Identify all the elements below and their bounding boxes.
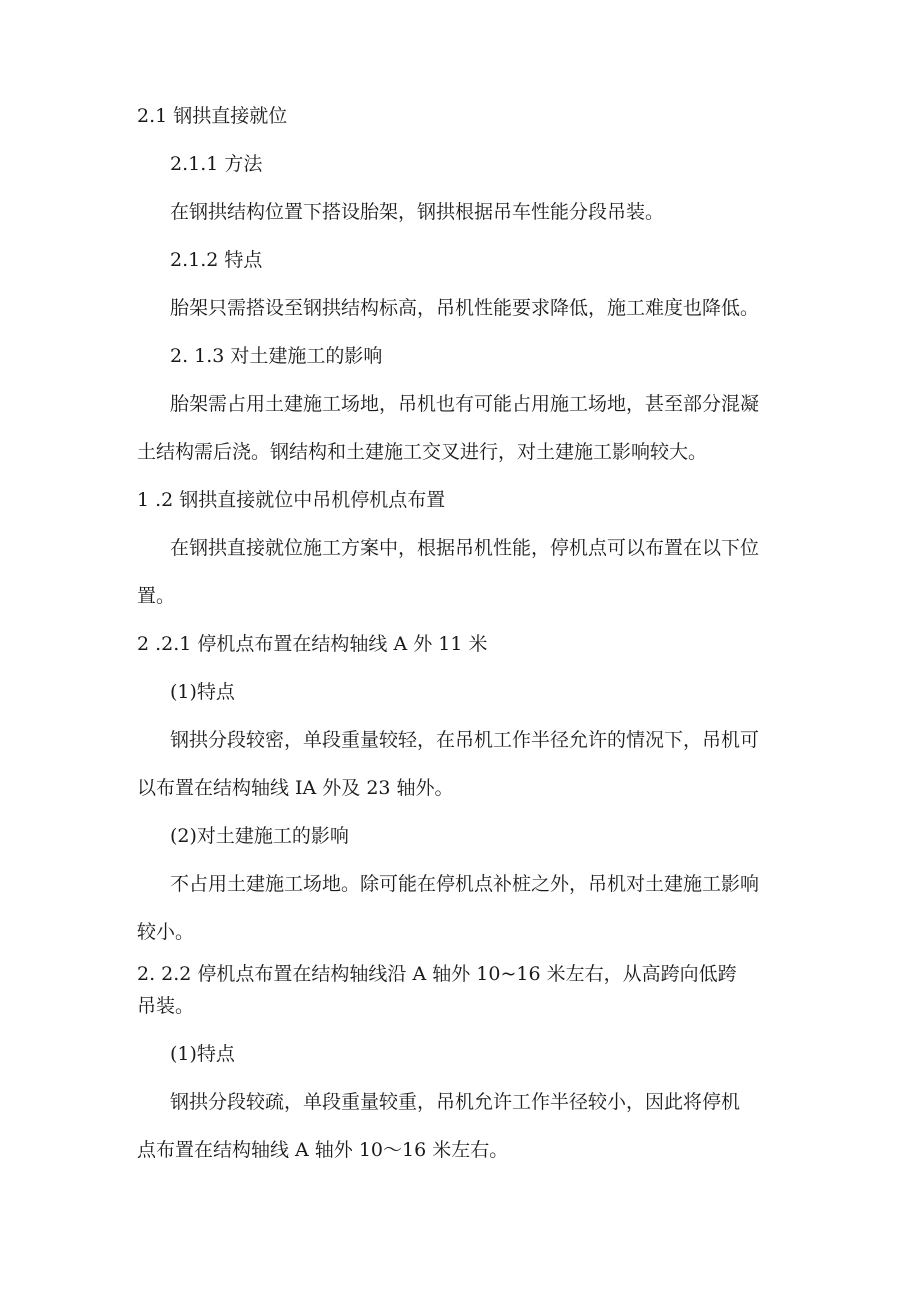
paragraph-line: 置。	[137, 585, 176, 607]
paragraph-line: 以布置在结构轴线 IA 外及 23 轴外。	[137, 777, 454, 799]
paragraph-line: 胎架只需搭设至钢拱结构标高，吊机性能要求降低，施工难度也降低。	[170, 297, 760, 319]
paragraph-line: 在钢拱直接就位施工方案中，根据吊机性能，停机点可以布置在以下位	[170, 537, 760, 559]
subheading: (1)特点	[170, 681, 235, 703]
paragraph-line: 胎架需占用土建施工场地，吊机也有可能占用施工场地，甚至部分混凝	[170, 393, 760, 415]
heading-2-1-3: 2. 1.3 对土建施工的影响	[170, 345, 383, 367]
paragraph-line: 钢拱分段较疏，单段重量较重，吊机允许工作半径较小，因此将停机	[170, 1091, 741, 1113]
paragraph-line: 在钢拱结构位置下搭设胎架，钢拱根据吊车性能分段吊装。	[170, 201, 665, 223]
heading-1-2: 1 .2 钢拱直接就位中吊机停机点布置	[137, 489, 446, 511]
paragraph-line: 土结构需后浇。钢结构和土建施工交叉进行，对土建施工影响较大。	[137, 441, 708, 463]
paragraph-line: 钢拱分段较密，单段重量较轻，在吊机工作半径允许的情况下，吊机可	[170, 729, 760, 751]
subheading: (2)对土建施工的影响	[170, 825, 349, 847]
heading-2-1-1: 2.1.1 方法	[170, 153, 263, 175]
subheading: (1)特点	[170, 1043, 235, 1065]
heading-2-1-2: 2.1.2 特点	[170, 249, 263, 271]
paragraph-line: 吊装。	[137, 995, 195, 1017]
heading-2-2-1: 2 .2.1 停机点布置在结构轴线 A 外 11 米	[137, 633, 488, 655]
heading-2-2-2: 2. 2.2 停机点布置在结构轴线沿 A 轴外 10~16 米左右，从高跨向低跨	[137, 963, 737, 985]
paragraph-line: 较小。	[137, 921, 195, 943]
heading-2-1: 2.1 钢拱直接就位	[137, 105, 288, 127]
paragraph-line: 点布置在结构轴线 A 轴外 10～16 米左右。	[137, 1139, 509, 1161]
paragraph-line: 不占用土建施工场地。除可能在停机点补桩之外，吊机对土建施工影响	[170, 873, 760, 895]
